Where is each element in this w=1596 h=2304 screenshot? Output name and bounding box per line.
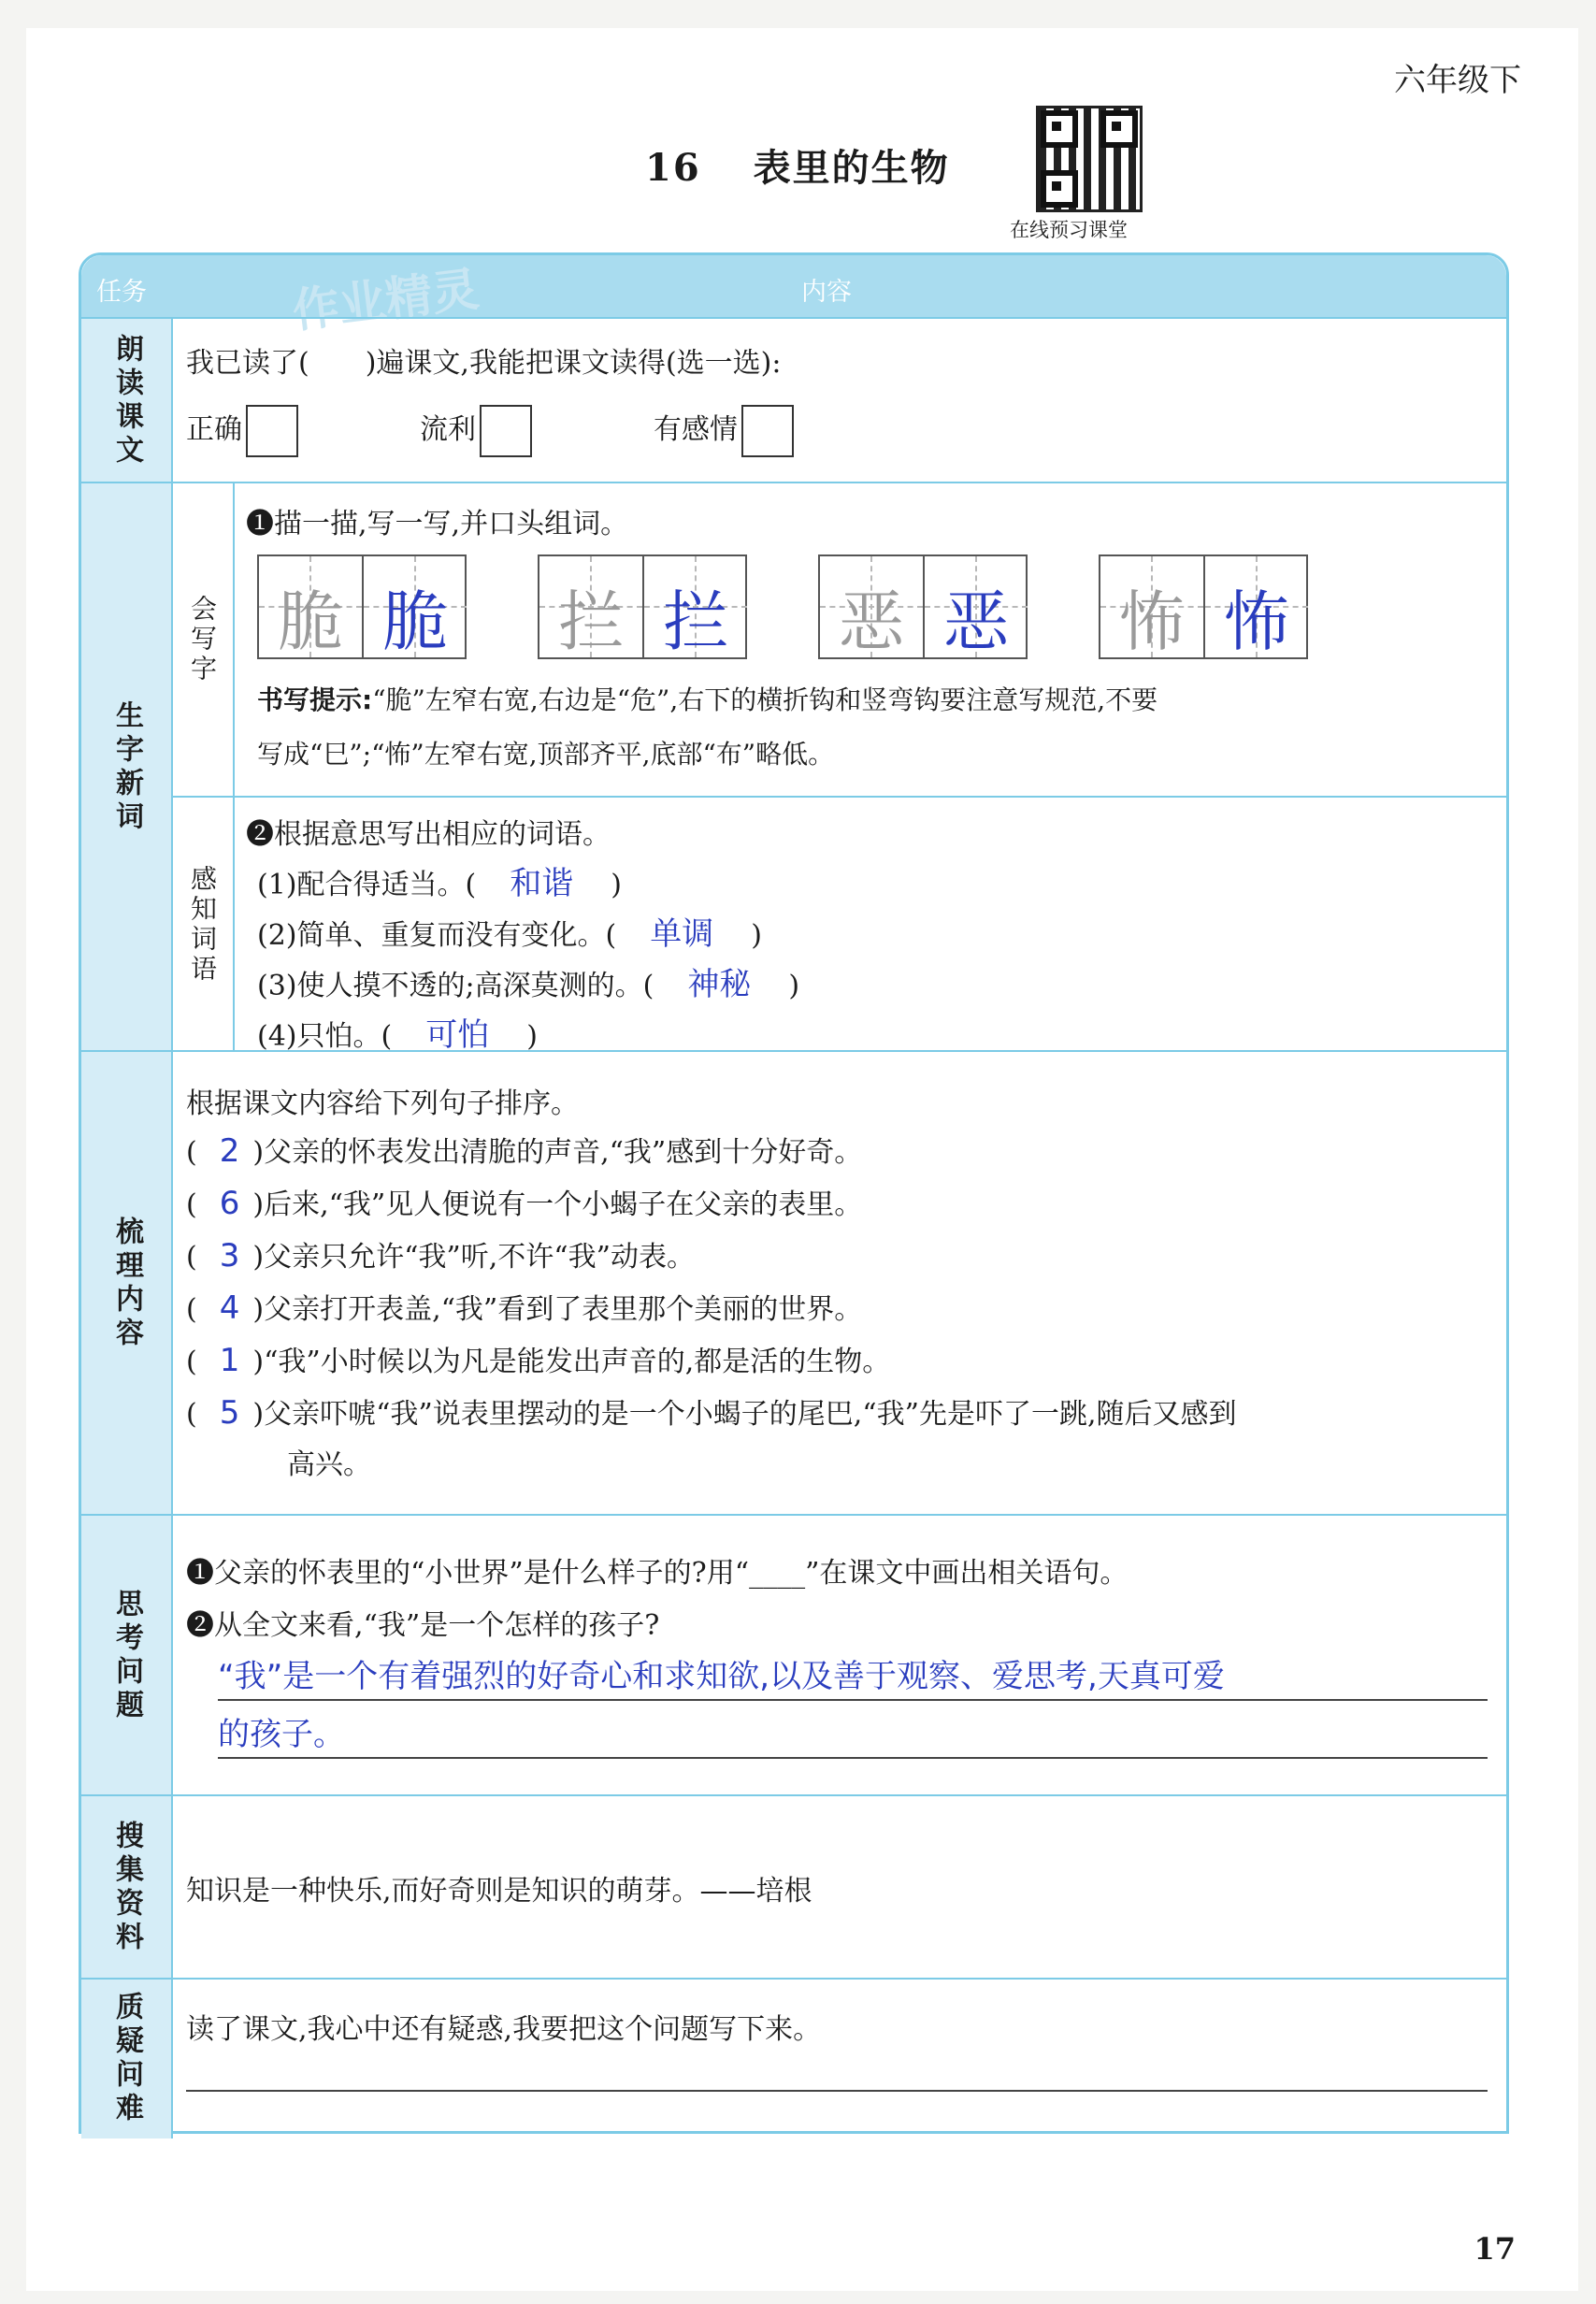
tip-text: “脆”左窄右宽,右边是“危”,右下的横折钩和竖弯钩要注意写规范,不要 [372,684,1158,715]
char-grid[interactable] [1099,554,1308,659]
collect-quote: 知识是一种快乐,而好奇则是知识的萌芽。——培根 [186,1875,812,1908]
sort-continuation: 高兴。 [287,1448,371,1481]
sort-item: ( 6 )后来,“我”见人便说有一个小蝎子在父亲的表里。 [186,1185,863,1222]
lesson-title-text: 表里的生物 [753,147,950,190]
answer-line-2[interactable]: 的孩子。 [218,1716,345,1753]
item-close: ) [526,1020,538,1053]
sort-item: ( 2 )父亲的怀表发出清脆的声音,“我”感到十分好奇。 [186,1132,863,1170]
meaning-item [257,857,622,903]
sort-order[interactable]: 2 [219,1132,240,1170]
item-answer[interactable]: 单调 [650,915,714,953]
answer-underline [218,1757,1488,1759]
trace-char: 恶 [839,583,904,660]
qr-code-icon[interactable] [1036,106,1143,212]
page-number: 17 [1474,2231,1516,2267]
meaning-item [257,908,762,954]
sorting-instruction: 根据课文内容给下列句子排序。 [186,1087,579,1120]
task-label: 朗读课文 [110,334,143,468]
sub-label: 会写字 [187,595,218,684]
sort-order[interactable]: 3 [219,1237,240,1274]
row-sorting [81,1050,1506,1516]
item-answer[interactable]: 和谐 [510,865,574,902]
grade-label: 六年级下 [1394,62,1521,99]
subcell-write [171,483,235,796]
answer-char: 拦 [663,583,728,660]
sort-text: )“我”小时候以为凡是能发出声音的,都是活的生物。 [252,1346,891,1378]
sort-text: )父亲只允许“我”听,不许“我”动表。 [252,1241,695,1274]
trace-char: 怖 [1119,583,1185,660]
task-label: 搜集资料 [110,1821,143,1955]
sort-text: )父亲的怀表发出清脆的声音,“我”感到十分好奇。 [252,1136,863,1169]
option-correct [186,405,298,457]
task-label: 梳理内容 [110,1217,143,1351]
task-cell [81,1516,173,1796]
answer-char: 脆 [382,583,448,660]
divider [171,796,1506,798]
option-label: 流利 [420,413,476,446]
sort-order[interactable]: 4 [219,1289,240,1327]
tip-label: 书写提示: [257,684,373,715]
trace-char: 拦 [558,583,624,660]
row-reading [81,317,1506,483]
lesson-number: 16 [645,146,701,190]
qr-label: 在线预习课堂 [1010,219,1128,241]
sort-item: ( 3 )父亲只允许“我”听,不许“我”动表。 [186,1237,695,1274]
item-close: ) [751,919,762,952]
write-instruction: ❶描一描,写一写,并口头组词。 [246,508,629,540]
item-close: ) [611,869,622,901]
row-question [81,1978,1506,2138]
item-prompt: (4)只怕。( [257,1020,393,1053]
option-fluent [420,405,532,457]
checkbox[interactable] [741,405,794,457]
task-label: 思考问题 [110,1589,143,1723]
task-label: 生字新词 [110,700,143,835]
sub-label: 感知词语 [187,865,218,985]
char-grid[interactable] [257,554,467,659]
item-answer[interactable]: 神秘 [687,966,752,1003]
study-table [79,252,1509,2134]
watermark-logo: 作业精灵 [289,261,482,338]
sort-text: )父亲吓唬“我”说表里摆动的是一个小蝎子的尾巴,“我”先是吓了一跳,随后又感到 [252,1398,1237,1431]
row-collect [81,1794,1506,1980]
sort-item: ( 5 )父亲吓唬“我”说表里摆动的是一个小蝎子的尾巴,“我”先是吓了一跳,随后又感到 [186,1394,1237,1432]
sort-item: ( 1 )“我”小时候以为凡是能发出声音的,都是活的生物。 [186,1342,891,1379]
task-cell [81,1796,173,1980]
sort-order[interactable]: 1 [219,1342,240,1379]
answer-underline [218,1699,1488,1701]
option-label: 正确 [186,413,242,446]
item-prompt: (3)使人摸不透的;高深莫测的。( [257,970,654,1002]
question-prompt: 读了课文,我心中还有疑惑,我要把这个问题写下来。 [186,2013,822,2046]
subcell-meaning [171,798,235,1052]
reading-prompt: 我已读了( )遍课文,我能把课文读得(选一选): [186,347,782,380]
char-grid[interactable] [818,554,1028,659]
item-answer[interactable]: 可怕 [425,1016,490,1054]
item-close: ) [788,970,800,1002]
question-2: ❷从全文来看,“我”是一个怎样的孩子? [186,1609,660,1642]
checkbox[interactable] [246,405,298,457]
row-vocab [81,482,1506,1052]
header-task: 任务 [96,278,147,307]
checkbox[interactable] [480,405,532,457]
answer-line[interactable] [186,2090,1488,2092]
writing-tip-line2: 写成“巳”;“怖”左窄右宽,顶部齐平,底部“布”略低。 [257,739,835,770]
char-grid[interactable] [538,554,747,659]
answer-char: 怖 [1224,583,1289,660]
task-cell [81,483,173,1052]
sort-text: )父亲打开表盖,“我”看到了表里那个美丽的世界。 [252,1293,863,1326]
task-cell [81,319,173,483]
answer-char: 恶 [943,583,1009,660]
table-header [81,255,1506,338]
meaning-item [257,1009,538,1055]
item-prompt: (2)简单、重复而没有变化。( [257,919,617,952]
task-cell [81,1052,173,1516]
writing-tip-line1 [257,680,1157,717]
answer-line-1[interactable]: “我”是一个有着强烈的好奇心和求知欲,以及善于观察、爱思考,天真可爱 [218,1658,1225,1695]
meaning-instruction: ❷根据意思写出相应的词语。 [246,818,611,851]
trace-char: 脆 [278,583,343,660]
header-content: 内容 [801,278,852,307]
option-emotional [654,405,794,457]
item-prompt: (1)配合得适当。( [257,869,477,901]
sort-item: ( 4 )父亲打开表盖,“我”看到了表里那个美丽的世界。 [186,1289,863,1327]
option-label: 有感情 [654,413,738,446]
lesson-title [645,138,950,192]
question-1: ❶父亲的怀表里的“小世界”是什么样子的?用“____”在课文中画出相关语句。 [186,1557,1129,1590]
sort-order[interactable]: 5 [219,1394,240,1432]
row-thinking [81,1514,1506,1796]
sort-order[interactable]: 6 [219,1185,240,1222]
meaning-item [257,958,799,1004]
sort-text: )后来,“我”见人便说有一个小蝎子在父亲的表里。 [252,1188,863,1221]
task-cell [81,1980,173,2138]
task-label: 质疑问难 [110,1992,143,2126]
